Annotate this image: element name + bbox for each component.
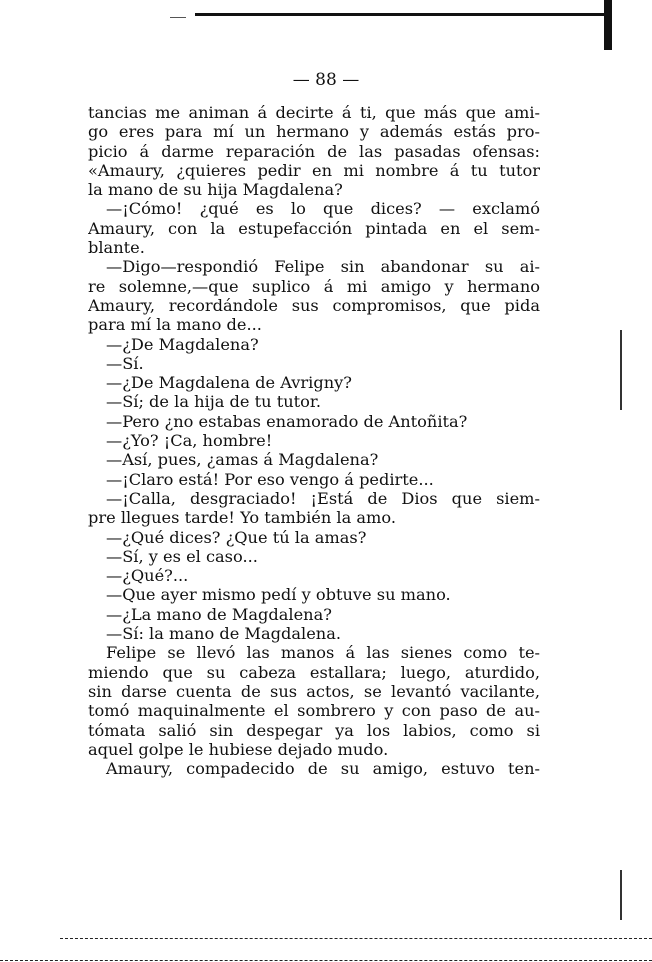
text-line: Amaury, compadecido de su amigo, estuvo ten- [106, 759, 540, 779]
text-line: —¿La mano de Magdalena? [106, 604, 332, 624]
text-line: —¿Qué dices? ¿Que tú la amas? [106, 527, 367, 547]
text-line: para mí la mano de... [88, 315, 262, 335]
text-line: —Sí. [106, 353, 144, 373]
scan-dashed-rule [0, 960, 652, 961]
text-line: miendo que su cabeza estallara; luego, aturdido, [88, 662, 540, 682]
text-line: pre llegues tarde! Yo también la amo. [88, 508, 397, 528]
text-line: —¡Calla, desgraciado! ¡Está de Dios que siem- [106, 488, 540, 508]
text-line: re solemne,—que suplico á mi amigo y hermano [88, 276, 540, 296]
text-line: aquel golpe le hubiese dejado mudo. [88, 739, 389, 759]
text-line: —¡Cómo! ¿qué es lo que dices? — exclamó [106, 199, 540, 219]
text-line: tancias me animan á decirte á ti, que más que ami- [88, 103, 540, 122]
scan-edge-mark [620, 870, 622, 920]
text-line: tomó maquinalmente el sombrero y con paso de au- [88, 701, 540, 721]
text-line: —¡Claro está! Por eso vengo á pedirte... [106, 469, 434, 489]
text-line: la mano de su hija Magdalena? [88, 180, 343, 200]
text-line: Felipe se llevó las manos á las sienes como te- [106, 643, 540, 663]
text-line: —¿Yo? ¡Ca, hombre! [106, 431, 273, 451]
text-line: tómata salió sin despegar ya los labios, como si [88, 720, 540, 740]
text-line: picio á darme reparación de las pasadas ofensas: [88, 141, 540, 161]
text-line: «Amaury, ¿quieres pedir en mi nombre á tu tutor [88, 160, 540, 180]
text-line: sin darse cuenta de sus actos, se levantó vacilante, [88, 681, 540, 701]
text-line: —Así, pues, ¿amas á Magdalena? [106, 450, 379, 470]
scan-rule-short [170, 17, 186, 18]
text-line: —¿Qué?... [106, 566, 189, 586]
text-line: —Que ayer mismo pedí y obtuve su mano. [106, 585, 451, 605]
text-line: —Pero ¿no estabas enamorado de Antoñita? [106, 411, 468, 431]
text-line: Amaury, recordándole sus compromisos, que pida [88, 295, 540, 315]
scan-dashed-rule [60, 938, 652, 939]
text-line: —Sí; de la hija de tu tutor. [106, 392, 321, 412]
text-line: —¿De Magdalena de Avrigny? [106, 373, 352, 393]
text-line: —¿De Magdalena? [106, 334, 259, 354]
scan-top-rule [195, 13, 610, 16]
body-text [88, 103, 540, 778]
page-number: — 88 — [292, 70, 360, 90]
scan-edge-mark [620, 330, 622, 410]
text-line: blante. [88, 238, 145, 258]
text-line: —Sí: la mano de Magdalena. [106, 624, 342, 644]
text-line: go eres para mí un hermano y además estás pro- [88, 122, 540, 142]
text-line: Amaury, con la estupefacción pintada en el sem- [88, 218, 540, 238]
scan-page-edge [604, 0, 612, 50]
text-line: —Digo—respondió Felipe sin abandonar su ai- [106, 257, 540, 277]
text-line: —Sí, y es el caso... [106, 546, 258, 566]
